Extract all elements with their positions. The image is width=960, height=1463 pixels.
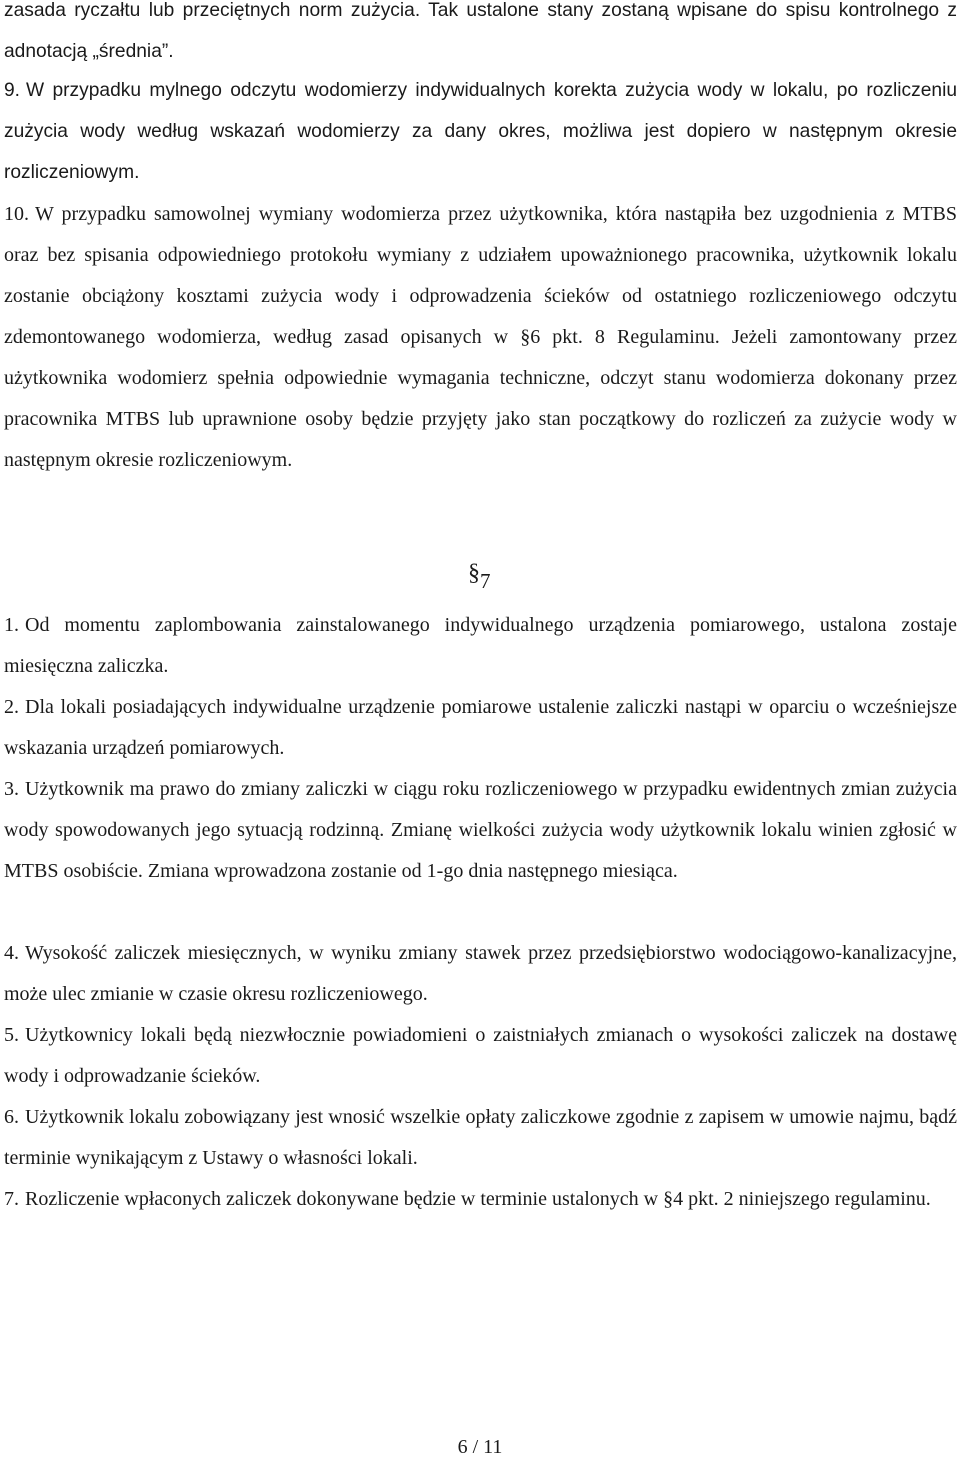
item-text: W przypadku mylnego odczytu wodomierzy indywidualnych korekta zużycia wody w lokalu, po rozliczeniu zużycia wody według wskazań wodomierzy za dany okres, możliwa jest dopiero w następnym okresie rozliczeniowym.	[4, 80, 957, 183]
list-item-9	[4, 70, 957, 193]
item-text: Użytkownik lokalu zobowiązany jest wnosić wszelkie opłaty zaliczkowe zgodnie z zapisem w umowie najmu, bądź terminie wynikającym z Ustawy o własności lokali.	[4, 1106, 957, 1169]
section-number: 7	[480, 569, 491, 593]
list-item-1	[4, 605, 957, 687]
list-item-5	[4, 1015, 957, 1097]
item-number: 7.	[4, 1188, 19, 1210]
item-number: 1.	[4, 614, 19, 636]
list-item-2	[4, 687, 957, 769]
item-number: 10.	[4, 203, 29, 225]
list-item-6	[4, 1097, 957, 1179]
item-number: 5.	[4, 1024, 19, 1046]
item-number: 6.	[4, 1106, 19, 1128]
list-item-10	[4, 194, 957, 481]
list-item-4	[4, 933, 957, 1015]
item-text: Od momentu zaplombowania zainstalowanego indywidualnego urządzenia pomiarowego, ustalona zostaje miesięczna zaliczka.	[4, 614, 957, 677]
item-text: Użytkownicy lokali będą niezwłocznie powiadomieni o zaistniałych zmianach o wysokości zaliczek na dostawę wody i odprowadzanie ścieków.	[4, 1024, 957, 1087]
paragraph-fragment: zasada ryczałtu lub przeciętnych norm zużycia. Tak ustalone stany zostaną wpisane do spisu kontrolnego z adnotacją „średnia”.	[4, 0, 957, 62]
item-text: Rozliczenie wpłaconych zaliczek dokonywane będzie w terminie ustalonych w §4 pkt. 2 niniejszego regulaminu.	[25, 1188, 931, 1210]
item-number: 3.	[4, 778, 19, 800]
section-mark: §	[468, 560, 480, 586]
item-text: Wysokość zaliczek miesięcznych, w wyniku zmiany stawek przez przedsiębiorstwo wodociągowo-kanalizacyjne, może ulec zmianie w czasie okresu rozliczeniowego.	[4, 942, 957, 1005]
item-text: W przypadku samowolnej wymiany wodomierza przez użytkownika, która nastąpiła bez uzgodnienia z MTBS oraz bez spisania odpowiedniego protokołu wymiany z udziałem upoważnionego pracownika, użytkownik lokalu zostanie obciążony kosztami zużycia wody i odprowadzenia ścieków od ostatniego rozliczeniowego odczytu zdemontowanego wodomierza, według zasad opisanych w §6 pkt. 8 Regulaminu. Jeżeli zamontowany przez użytkownika wodomierz spełnia odpowiednie wymagania techniczne, odczyt stanu wodomierza dokonany przez pracownika MTBS lub uprawnione osoby będzie przyjęty jako stan początkowy do rozliczeń za zużycie wody w następnym okresie rozliczeniowym.	[4, 203, 957, 471]
page-number: 6 / 11	[457, 1436, 503, 1458]
list-item-7	[4, 1179, 957, 1220]
item-number: 9.	[4, 80, 21, 101]
item-number: 4.	[4, 942, 19, 964]
list-item-3	[4, 769, 957, 892]
item-text: Użytkownik ma prawo do zmiany zaliczki w ciągu roku rozliczeniowego w przypadku ewidentnych zmian zużycia wody spowodowanych jego sytuacją rodzinną. Zmianę wielkości zużycia wody użytkownik lokalu winien zgłosić w MTBS osobiście. Zmiana wprowadzona zostanie od 1-go dnia następnego miesiąca.	[4, 778, 957, 882]
section-heading	[468, 560, 491, 595]
item-number: 2.	[4, 696, 19, 718]
item-text: Dla lokali posiadających indywidualne urządzenie pomiarowe ustalenie zaliczki nastąpi w oparciu o wcześniejsze wskazania urządzeń pomiarowych.	[4, 696, 957, 759]
